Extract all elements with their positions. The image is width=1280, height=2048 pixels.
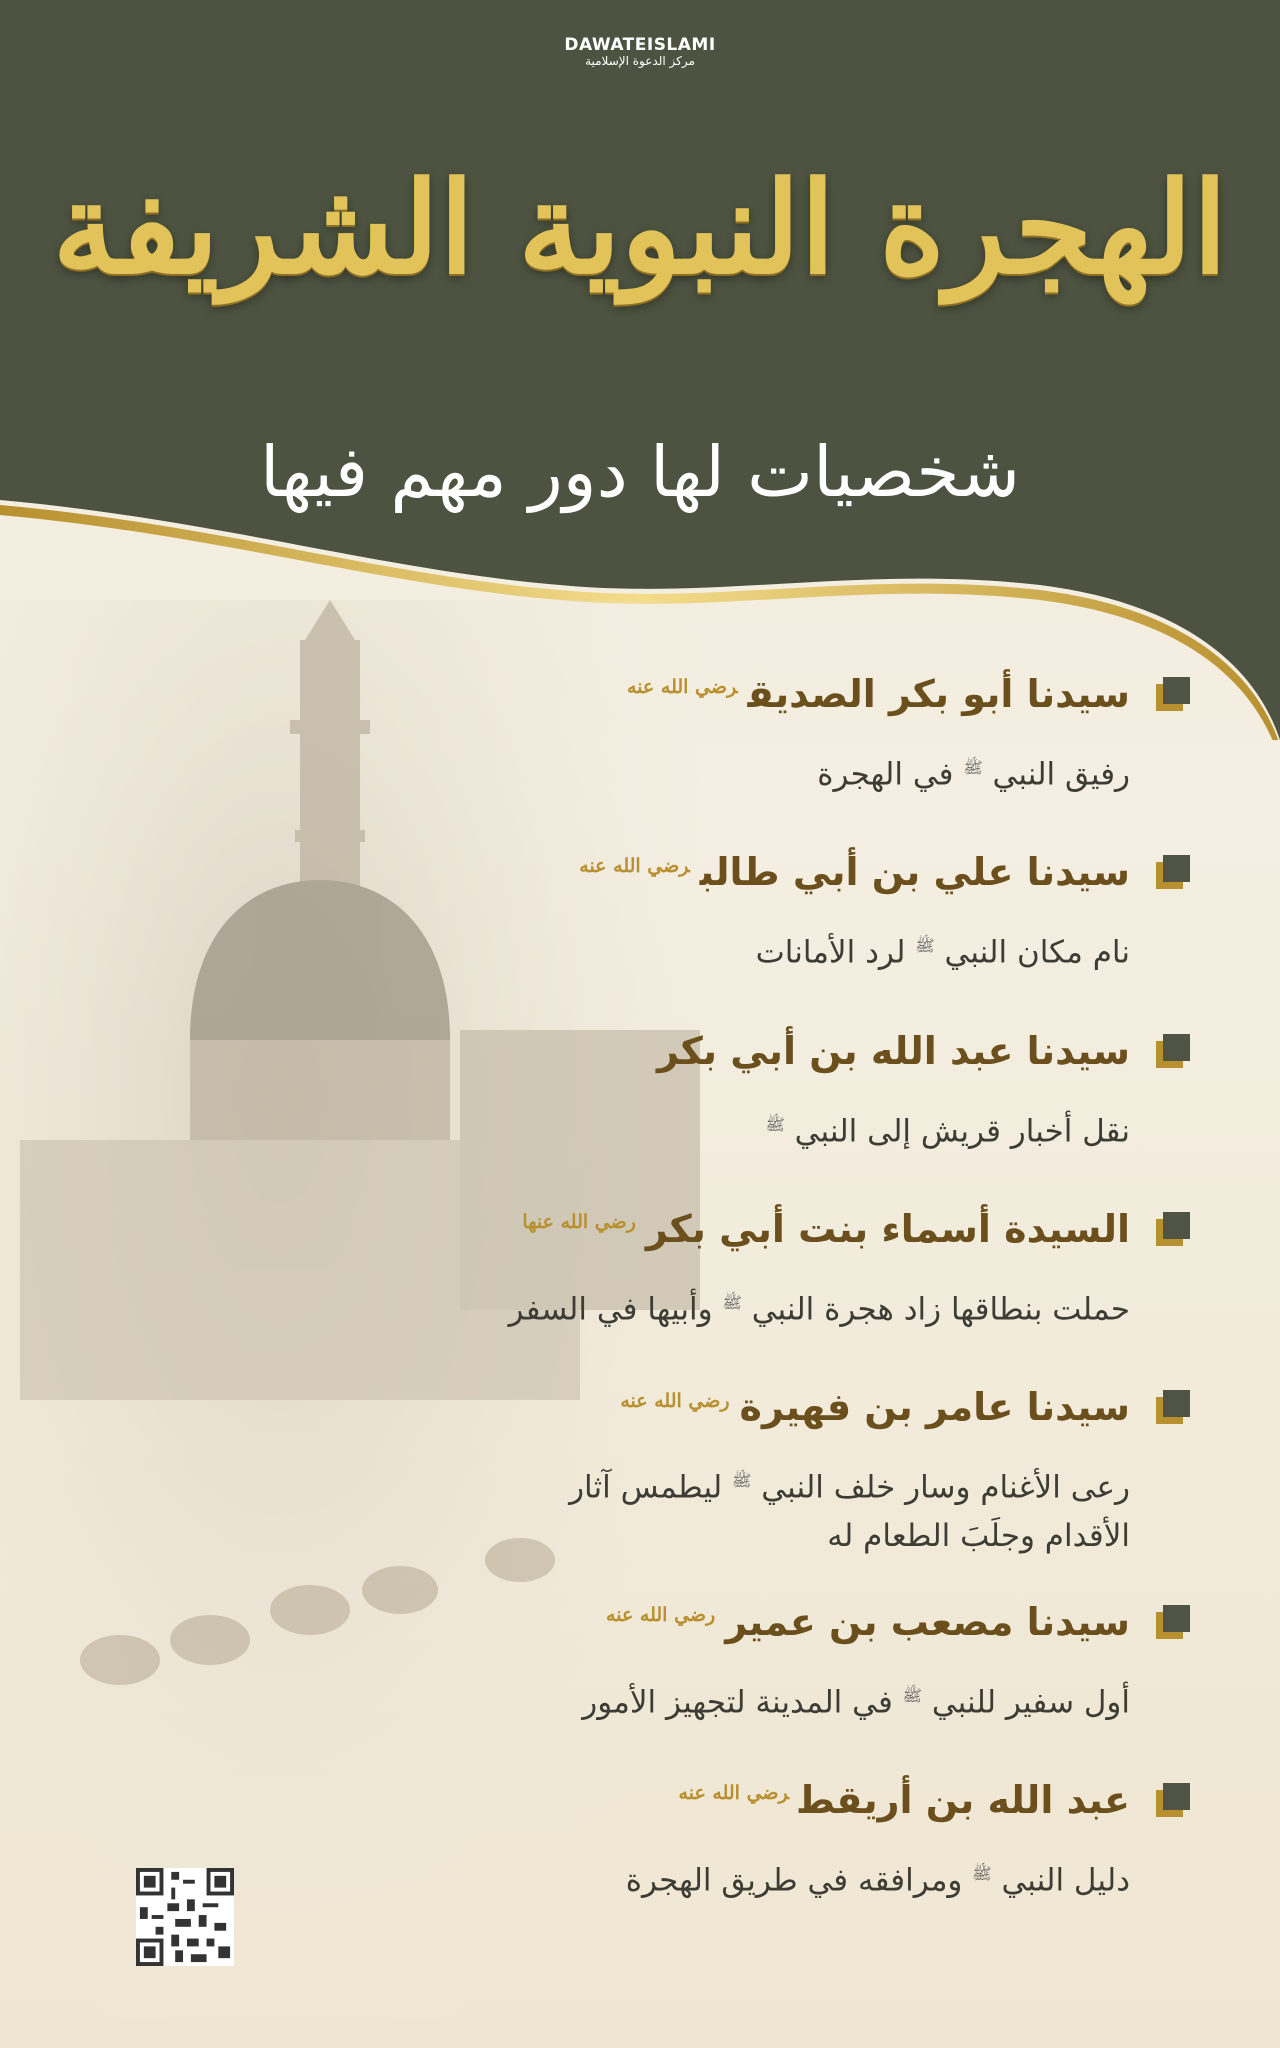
- list-item: [250, 1385, 1190, 1559]
- page-subtitle: شخصيات لها دور مهم فيها: [259, 431, 1021, 513]
- list-item: [250, 1207, 1190, 1333]
- list-item: [250, 1600, 1190, 1726]
- entry-description: أول سفير للنبي $^ﷺ$ في المدينة لتجهيز الأمور: [582, 1683, 1130, 1720]
- honorific: رضي الله عنه: [627, 676, 738, 699]
- square-bullet-icon: [1156, 1783, 1190, 1817]
- entry-description: رفيق النبي $^ﷺ$ في الهجرة: [817, 756, 1130, 793]
- square-bullet-icon: [1156, 1390, 1190, 1424]
- brand-subtitle: مركز الدعوة الإسلامية: [585, 53, 695, 68]
- page-title: الهجرة النبوية الشريفة: [52, 154, 1228, 302]
- brand-logo: [0, 36, 1280, 68]
- entry-description: نقل أخبار قريش إلى النبي $^ﷺ$: [765, 1112, 1130, 1149]
- list-item: [250, 850, 1190, 976]
- honorific: رضي الله عنه: [620, 1389, 730, 1412]
- honorific: رضي الله عنه: [678, 1782, 790, 1805]
- brand-name: DAWATEISLAMI: [564, 35, 716, 55]
- list-item: [250, 1029, 1190, 1155]
- entry-description: نام مكان النبي $^ﷺ$ لرد الأمانات: [755, 934, 1130, 971]
- list-item: [250, 1778, 1190, 1904]
- square-bullet-icon: [1156, 1212, 1190, 1246]
- entry-description: حملت بنطاقها زاد هجرة النبي $^ﷺ$ وأبيها في السفر: [508, 1291, 1130, 1328]
- entry-name: سيدنا مصعب بن عمير$^{رضي الله عنه}$: [606, 1599, 1130, 1644]
- entry-name: سيدنا علي بن أبي طالب$^{رضي الله عنه}$: [579, 850, 1130, 895]
- honorific: رضي الله عنه: [579, 854, 690, 877]
- entry-name: سيدنا أبو بكر الصديق$^{رضي الله عنه}$: [627, 672, 1130, 716]
- list-item: [250, 672, 1190, 798]
- entry-name: عبد الله بن أريقط$^{رضي الله عنه}$: [678, 1777, 1130, 1822]
- entry-name: سيدنا عامر بن فهيرة$^{رضي الله عنه}$: [620, 1385, 1130, 1430]
- honorific: رضي الله عنها: [522, 1211, 636, 1234]
- square-bullet-icon: [1156, 855, 1190, 889]
- entry-name: سيدنا عبد الله بن أبي بكر: [657, 1028, 1130, 1073]
- square-bullet-icon: [1156, 1605, 1190, 1639]
- qr-code-icon[interactable]: [136, 1868, 234, 1966]
- personalities-list: [250, 672, 1190, 1904]
- honorific: رضي الله عنه: [606, 1603, 716, 1626]
- entry-description: دليل النبي $^ﷺ$ ومرافقه في طريق الهجرة: [625, 1862, 1130, 1899]
- square-bullet-icon: [1156, 677, 1190, 711]
- entry-name: السيدة أسماء بنت أبي بكر$^{رضي الله عنها}$: [522, 1206, 1130, 1251]
- entry-description: رعى الأغنام وسار خلف النبي $^ﷺ$ ليطمس آثار الأقدام وجلَبَ الطعام له: [569, 1469, 1130, 1554]
- square-bullet-icon: [1156, 1034, 1190, 1068]
